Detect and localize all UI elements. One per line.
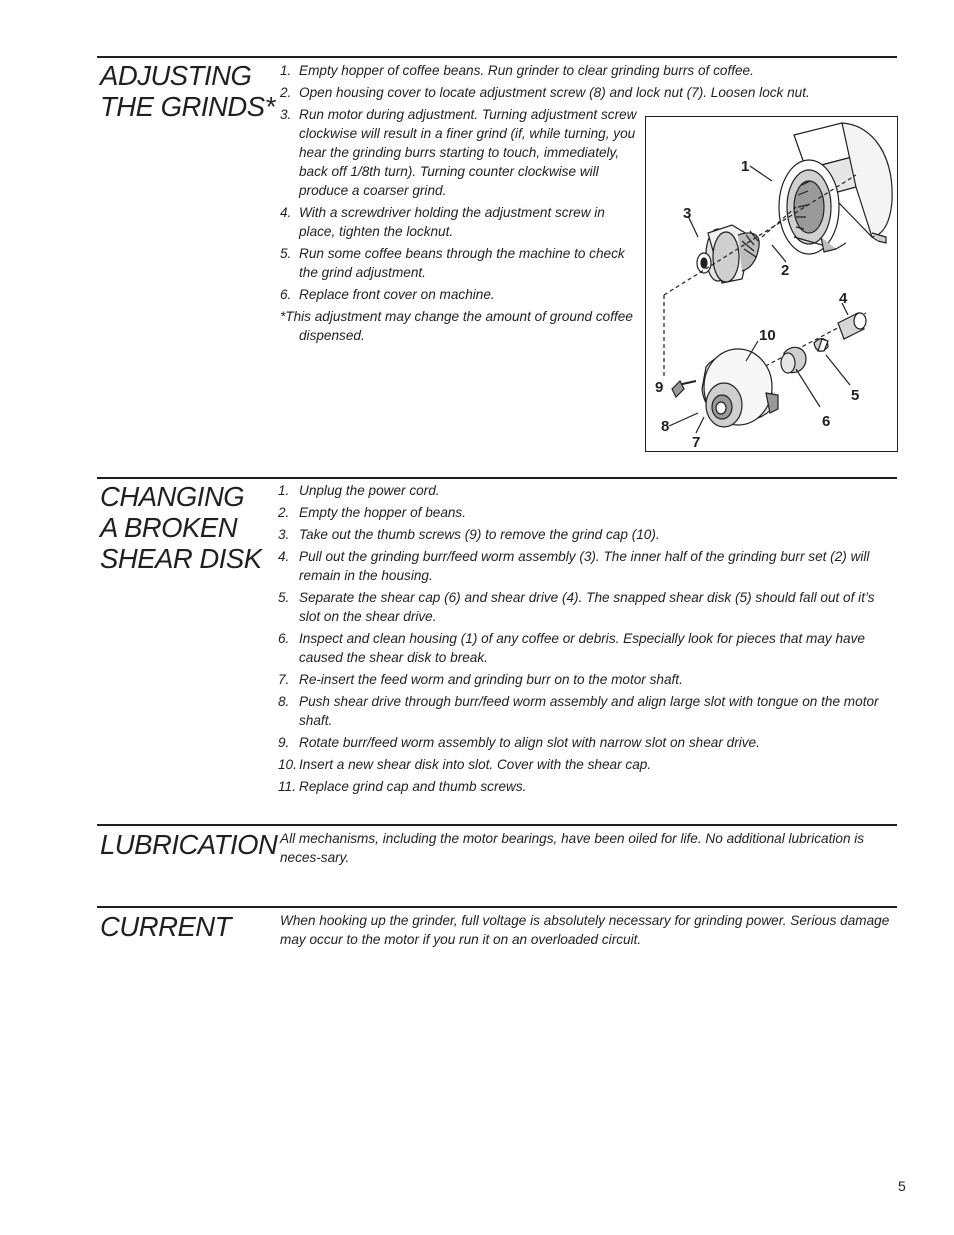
list-item	[280, 670, 897, 689]
list-item	[280, 503, 897, 522]
heading-adjusting-grinds: ADJUSTING THE GRINDS*	[100, 60, 275, 122]
step-text: Re-insert the feed worm and grinding burr on to the motor shaft.	[299, 672, 683, 687]
list-item	[280, 203, 640, 241]
list-item	[280, 629, 897, 667]
step-text: Empty hopper of coffee beans. Run grinder to clear grinding burrs of coffee.	[299, 63, 754, 78]
step-text: Insert a new shear disk into slot. Cover with the shear cap.	[299, 757, 652, 772]
step-text: Replace front cover on machine.	[299, 287, 495, 302]
list-item	[280, 244, 640, 282]
step-text: Replace grind cap and thumb screws.	[299, 779, 527, 794]
section-adjusting-grinds	[97, 56, 897, 458]
step-number: 9.	[278, 735, 290, 750]
callout-10: 10	[759, 327, 776, 344]
shear-steps-list	[280, 481, 897, 796]
list-item	[280, 61, 916, 80]
step-text: Unplug the power cord.	[299, 483, 440, 498]
step-text: Rotate burr/feed worm assembly to align slot with narrow slot on shear drive.	[299, 735, 760, 750]
step-text: Take out the thumb screws (9) to remove the grind cap (10).	[299, 527, 660, 542]
step-text: Inspect and clean housing (1) of any coffee or debris. Especially look for pieces that may have caused the shear disk to break.	[299, 631, 865, 665]
step-number: 11.	[278, 779, 296, 794]
step-text: Open housing cover to locate adjustment screw (8) and lock nut (7). Loosen lock nut.	[299, 85, 810, 100]
list-item	[280, 525, 897, 544]
grinder-exploded-diagram	[645, 116, 898, 452]
callout-5: 5	[851, 387, 860, 404]
section-current	[97, 906, 897, 978]
callout-4: 4	[839, 290, 848, 307]
step-number: 4.	[280, 205, 292, 220]
step-number: 4.	[278, 549, 290, 564]
list-item	[280, 105, 640, 200]
callout-2: 2	[781, 262, 790, 279]
grinder-exploded-svg	[646, 117, 897, 451]
page-number: 5	[898, 1178, 906, 1194]
step-text: Push shear drive through burr/feed worm assembly and align large slot with tongue on the motor shaft.	[299, 694, 879, 728]
current-text: When hooking up the grinder, full voltage is absolutely necessary for grinding power. Serious damage may occur to the motor if you run it on an overloaded circuit.	[280, 913, 890, 947]
list-item	[280, 777, 897, 796]
list-item	[280, 692, 897, 730]
step-text: With a screwdriver holding the adjustment screw in place, tighten the locknut.	[299, 205, 605, 239]
step-number: 2.	[278, 505, 290, 520]
step-number: 5.	[278, 590, 290, 605]
step-number: 6.	[278, 631, 290, 646]
heading-lubrication: LUBRICATION	[100, 829, 278, 860]
step-number: 1.	[278, 483, 290, 498]
step-text: Empty the hopper of beans.	[299, 505, 467, 520]
step-text: Run some coffee beans through the machine to check the grind adjustment.	[299, 246, 625, 280]
callout-7: 7	[692, 434, 701, 451]
step-number: 8.	[278, 694, 290, 709]
list-item	[280, 481, 897, 500]
step-text: Pull out the grinding burr/feed worm assembly (3). The inner half of the grinding burr set (2) will remain in the housing.	[299, 549, 870, 583]
step-number: 6.	[280, 287, 292, 302]
section-lubrication	[97, 824, 897, 896]
step-number: 7.	[278, 672, 290, 687]
step-number: 3.	[278, 527, 290, 542]
callout-9: 9	[655, 379, 664, 396]
step-number: 1.	[280, 63, 292, 78]
step-text: Separate the shear cap (6) and shear drive (4). The snapped shear disk (5) should fall out of it’s slot on the shear drive.	[299, 590, 875, 624]
shear-steps-body	[280, 481, 897, 799]
callout-1: 1	[741, 158, 750, 175]
adjusting-steps-list	[280, 61, 810, 304]
step-number: 10.	[278, 757, 297, 772]
callout-6: 6	[822, 413, 831, 430]
section-changing-shear-disk	[97, 477, 897, 799]
step-number: 3.	[280, 107, 292, 122]
list-item	[280, 588, 897, 626]
adjustment-footnote: *This adjustment may change the amount of ground coffee dispensed.	[280, 309, 633, 343]
step-number: 2.	[280, 85, 292, 100]
step-number: 5.	[280, 246, 292, 261]
step-text: Run motor during adjustment. Turning adjustment screw clockwise will result in a finer grind (if, while turning, you hear the grinding burrs starting to touch, immediately, back off 1/8th turn). Turning counter clockwise will produce a coarser grind.	[299, 107, 637, 198]
heading-changing-shear-disk: CHANGING A BROKEN SHEAR DISK	[100, 481, 262, 574]
callout-3: 3	[683, 205, 692, 222]
lubrication-text: All mechanisms, including the motor bearings, have been oiled for life. No additional lubrication is neces-sary.	[280, 831, 865, 865]
callout-8: 8	[661, 418, 670, 435]
heading-current: CURRENT	[100, 911, 231, 942]
list-item	[280, 285, 640, 304]
list-item	[280, 547, 897, 585]
list-item	[280, 755, 897, 774]
list-item	[280, 733, 897, 752]
list-item	[280, 83, 916, 102]
